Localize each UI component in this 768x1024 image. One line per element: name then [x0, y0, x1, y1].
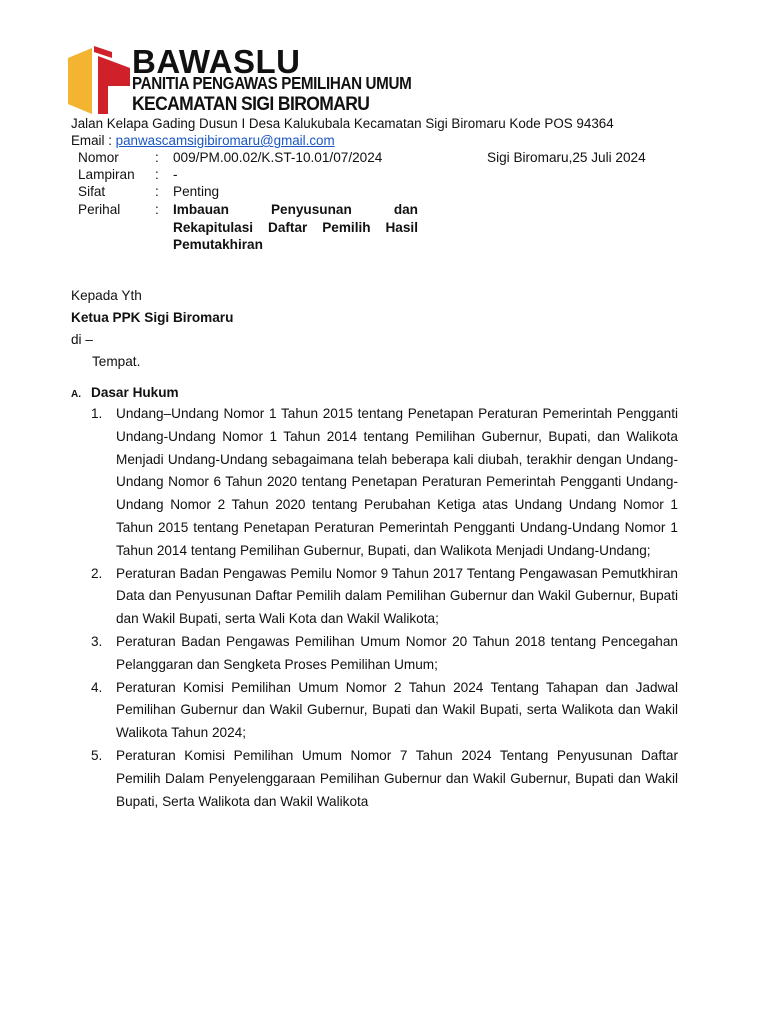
perihal-colon: : [155, 202, 159, 217]
recipient-place: Tempat. [92, 354, 141, 369]
list-item [91, 677, 678, 745]
section-a-heading [71, 384, 179, 403]
lampiran-value: - [173, 167, 178, 182]
list-item-number: 3. [91, 633, 103, 649]
bawaslu-logo [68, 46, 130, 114]
list-item-text: Peraturan Komisi Pemilihan Umum Nomor 7 Tahun 2024 Tentang Penyusunan Daftar Pemilih Dalam Penyelenggaraan Pemilihan Gubernur dan Wakil Gubernur, Bupati dan Wakil Bupati, Serta Walikota dan Wakil Walikota [116, 747, 678, 809]
sifat-colon: : [155, 184, 159, 199]
lampiran-colon: : [155, 167, 159, 182]
list-item [91, 631, 678, 677]
address-line: Jalan Kelapa Gading Dusun I Desa Kalukubala Kecamatan Sigi Biromaru Kode POS 94364 [71, 116, 614, 131]
perihal-value: Imbauan Penyusunan dan Rekapitulasi Daftar Pemilih Hasil Pemutakhiran [173, 202, 418, 252]
recipient-name: Ketua PPK Sigi Biromaru [71, 310, 234, 325]
nomor-colon: : [155, 150, 159, 165]
district-title: KECAMATAN SIGI BIROMARU [132, 92, 370, 115]
list-item-text: Peraturan Komisi Pemilihan Umum Nomor 2 Tahun 2024 Tentang Tahapan dan Jadwal Pemilihan Gubernur dan Wakil Gubernur, Bupati dan Wakil Bupati, serta Walikota dan Wakil Walikota Tahun 2024; [116, 679, 678, 741]
perihal-label: Perihal [78, 202, 121, 217]
logo-red-top [94, 46, 112, 58]
email-link[interactable]: panwascamsigibiromaru@gmail.com [115, 133, 335, 148]
list-item-text: Undang–Undang Nomor 1 Tahun 2015 tentang Penetapan Peraturan Pemerintah Pengganti Undang-Undang Nomor 1 Tahun 2014 tentang Pemilihan Gubernur, Bupati, dan Walikota Menjadi Undang-Undang sebagaimana telah beberapa kali diubah, terakhir dengan Undang-Undang Nomor 6 Tahun 2020 tentang Penetapan Peraturan Pemerintah Pengganti Undang-Undang Nomor 2 Tahun 2020 tentang Perubahan Ketiga atas Undang Undang Nomor 1 Tahun 2015 tentang Penetapan Peraturan Pemerintah Pengganti Undang-Undang Nomor 1 Tahun 2014 tentang Pemilihan Gubernur, Bupati, dan Walikota Menjadi Undang-Undang; [116, 406, 678, 558]
logo-gold-shape [68, 48, 92, 114]
nomor-label: Nomor [78, 150, 119, 165]
logo-red-shape [98, 56, 130, 114]
place-date: Sigi Biromaru,25 Juli 2024 [487, 150, 646, 165]
list-item-number: 5. [91, 747, 103, 763]
list-item-number: 2. [91, 565, 103, 581]
list-item-text: Peraturan Badan Pengawas Pemilu Nomor 9 Tahun 2017 Tentang Pengawasan Pemutkhiran Data dan Penyusunan Daftar Pemilih dalam Pemilihan Gubernur dan Wakil Gubernur, Bupati dan Wakil Bupati, serta Wali Kota dan Wakil Walikota; [116, 565, 678, 627]
list-item [91, 403, 678, 563]
list-item-text: Peraturan Badan Pengawas Pemilihan Umum Nomor 20 Tahun 2018 tentang Pencegahan Pelanggaran dan Sengketa Proses Pemilihan Umum; [116, 633, 678, 672]
section-a-title: Dasar Hukum [91, 385, 179, 400]
list-item [91, 745, 678, 813]
list-item-number: 4. [91, 679, 103, 695]
brand-title: BAWASLU [132, 43, 301, 80]
list-item-number: 1. [91, 406, 103, 421]
section-a-letter: A. [71, 389, 81, 400]
nomor-value: 009/PM.00.02/K.ST-10.01/07/2024 [173, 150, 383, 165]
lampiran-label: Lampiran [78, 167, 135, 182]
sifat-value: Penting [173, 184, 220, 199]
recipient-di: di – [71, 332, 93, 347]
committee-title: PANITIA PENGAWAS PEMILIHAN UMUM [132, 74, 412, 94]
sifat-label: Sifat [78, 184, 106, 199]
salutation: Kepada Yth [71, 288, 142, 303]
list-item [91, 563, 678, 631]
email-line [71, 133, 335, 149]
legal-basis-list [91, 403, 678, 813]
email-label: Email : [71, 133, 116, 148]
